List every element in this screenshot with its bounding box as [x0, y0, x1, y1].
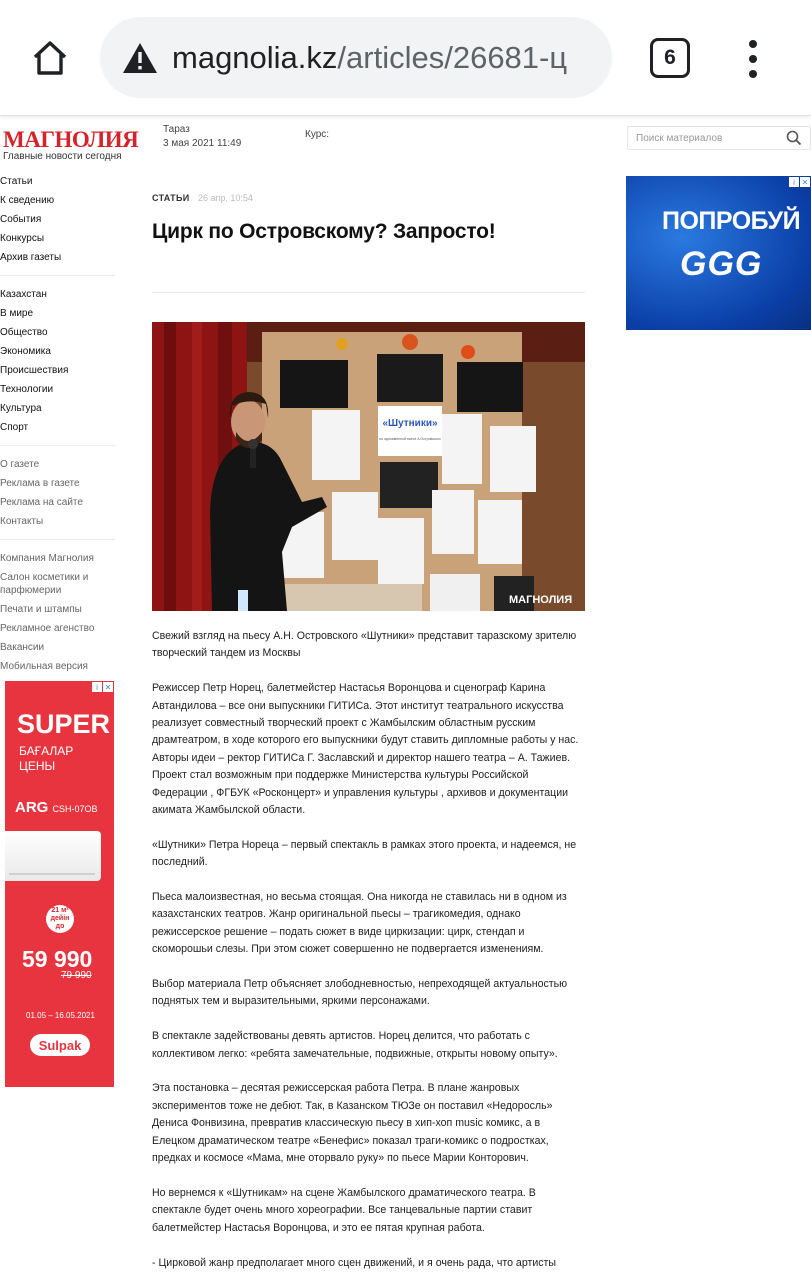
article-body — [152, 628, 585, 1280]
sidebar-item-ad-agency[interactable]: Рекламное агенство — [0, 623, 95, 634]
search-placeholder: Поиск материалов — [636, 132, 723, 144]
date-label: 3 мая 2021 11:49 — [163, 138, 242, 149]
ad-area-badge: 21 м² дейін до — [46, 905, 74, 933]
nav-group-company — [0, 549, 115, 684]
sidebar-item-articles[interactable]: Статьи — [0, 176, 33, 187]
sidebar-item-world[interactable]: В мире — [0, 308, 34, 319]
article-paragraph: В спектакле задействованы девять артистов. Норец делится, что работать с коллективом легко: «ребята замечательные, подвижные, открыты новому опыту». — [152, 1030, 558, 1060]
ad-right-line1: ПОПРОБУЙ — [662, 207, 801, 235]
ad-price: 59 990 — [22, 946, 93, 972]
sulpak-logo: Sulpak — [30, 1034, 90, 1056]
air-conditioner-image — [5, 831, 101, 881]
ad-subline: БАҒАЛАР ЦЕНЫ — [19, 744, 74, 773]
sidebar-item-kazakhstan[interactable]: Казахстан — [0, 289, 47, 300]
ad-choices-right[interactable] — [789, 177, 810, 187]
article-paragraph: Эта постановка – десятая режиссерская работа Петра. В плане жанровых экспериментов тоже не дебют. Так, в Казанском ТЮЗе он поставил «Недоросль» Дениса Фонвизина, превратив классическую пьесу в хип-хоп music комикс, а в Елецком драматическом театре «Бенефис» показал траги-комикс о подростках, предках и космосе «Мама, мне оторвало руку» по пьесе Марии Конторович. — [152, 1082, 553, 1165]
sidebar-item-contacts[interactable]: Контакты — [0, 516, 44, 527]
search-input[interactable] — [627, 126, 811, 150]
article-paragraph: Режиссер Петр Норец, балетмейстер Настасья Воронцова и сценограф Карина Автандилова – все они выпускники ГИТИСа. Этот институт театрального искусства реализует совместный творческий проект с Жамбылским областным русским драмтеатром, в ходе которого его выпускники будут ставить дипломные работы у нас. Авторы идеи – ректор ГИТИСа Г. Заславский и директор нашего театра – А. Тажиев. Проект стал возможным при поддержке Министерства культуры Российской Федерации , ФГБУК «Росконцерт» и управления культуры , архивов и документации акимата Жамбылской области. — [152, 682, 579, 817]
ggg-ad-banner[interactable] — [626, 176, 811, 330]
ad-close-icon[interactable]: ✕ — [801, 177, 809, 187]
warning-icon[interactable] — [120, 38, 160, 78]
city-label: Тараз — [163, 124, 190, 135]
ad-old-price: 79 990 — [61, 970, 92, 981]
sidebar-item-vacancies[interactable]: Вакансии — [0, 642, 45, 653]
ad-headline: SUPER — [17, 709, 111, 739]
browser-toolbar — [0, 0, 811, 116]
article-time: 26 апр, 10:54 — [198, 193, 253, 203]
article-header — [152, 193, 585, 293]
search-icon[interactable] — [784, 128, 804, 148]
poster-subtitle: по одноимённой пьесе А.Островского — [379, 437, 441, 441]
article-paragraph: Свежий взгляд на пьесу А.Н. Островского «Шутники» представит таразскому зрителю творческий тандем из Москвы — [152, 630, 577, 660]
sidebar-nav — [0, 172, 115, 693]
poster-title: «Шутники» — [382, 418, 438, 429]
ad-info-icon[interactable]: i — [789, 177, 799, 187]
sidebar-item-sport[interactable]: Спорт — [0, 422, 29, 433]
article-meta — [152, 193, 585, 203]
sidebar-item-site-ads[interactable]: Реклама на сайте — [0, 497, 83, 508]
article-category[interactable]: СТАТЬИ — [152, 193, 190, 203]
nav-group-about — [0, 455, 115, 540]
article-paragraph: Пьеса малоизвестная, но весьма стоящая. Она никогда не ставилась ни в одном из казахстанских театров. Жанр оригинальной пьесы – трагикомедия, однако режиссерское решение – подать сюжет в виде циркизации: цирк, стендап и скоморошьи слезы. При этом сюжет совершенно не подвергается изменениям. — [152, 891, 567, 956]
sidebar-item-events[interactable]: События — [0, 214, 42, 225]
ad-dates: 01.05 – 16.05.2021 — [26, 1011, 95, 1020]
article-paragraph: - Цирковой жанр предполагает много сцен движений, и я очень рада, что артисты — [152, 1256, 557, 1269]
sidebar-item-culture[interactable]: Культура — [0, 403, 42, 414]
more-menu-icon[interactable] — [738, 34, 768, 84]
sidebar-item-mobile[interactable]: Мобильная версия — [0, 661, 88, 672]
nav-group-sections — [0, 172, 115, 276]
ad-close-icon[interactable]: ✕ — [104, 682, 112, 692]
ad-brand: ARG CSH-07OB — [15, 799, 98, 816]
currency-rate-label: Курс: — [305, 129, 330, 140]
article-photo — [152, 322, 585, 611]
article-title: Цирк по Островскому? Запросто! — [152, 220, 496, 243]
site-tagline: Главные новости сегодня — [3, 151, 122, 162]
sidebar-item-notices[interactable]: К сведению — [0, 195, 55, 206]
url-text[interactable]: magnolia.kz/articles/26681-ц — [172, 39, 568, 75]
address-bar[interactable] — [100, 17, 612, 98]
sidebar-item-company[interactable]: Компания Магнолия — [0, 553, 94, 564]
divider — [152, 292, 585, 293]
sulpak-ad-banner[interactable] — [5, 681, 114, 1087]
sidebar-item-society[interactable]: Общество — [0, 327, 48, 338]
article-paragraph: «Шутники» Петра Нореца – первый спектакль в рамках этого проекта, и надеемся, не последний. — [152, 838, 577, 869]
sidebar-item-cosmetics[interactable]: Салон косметики и парфюмерии — [0, 572, 89, 596]
article-paragraph: Но вернемся к «Шутникам» на сцене Жамбылского драматического театра. В спектакле будет очень много хореографии. Все танцевальные партии ставит балетмейстер Настасья Воронцова, и это ее пятая крупная работа. — [152, 1186, 536, 1234]
ad-right-line2: GGG — [680, 245, 763, 283]
ad-info-icon[interactable]: i — [92, 682, 102, 692]
tab-switcher-button[interactable]: 6 — [650, 38, 690, 78]
sidebar-item-incidents[interactable]: Происшествия — [0, 365, 69, 376]
home-icon[interactable] — [26, 34, 74, 82]
ad-choices[interactable] — [92, 682, 113, 692]
sidebar-item-technology[interactable]: Технологии — [0, 384, 54, 395]
photo-watermark: МАГНОЛИЯ — [509, 594, 573, 606]
sidebar-item-economy[interactable]: Экономика — [0, 346, 51, 357]
sidebar-item-print-ads[interactable]: Реклама в газете — [0, 478, 80, 489]
nav-group-topics — [0, 285, 115, 446]
sidebar-item-stamps[interactable]: Печати и штампы — [0, 604, 82, 615]
sidebar-item-about[interactable]: О газете — [0, 459, 40, 470]
sidebar-item-archive[interactable]: Архив газеты — [0, 252, 62, 263]
sidebar-item-contests[interactable]: Конкурсы — [0, 233, 45, 244]
site-logo[interactable]: МАГНОЛИЯ — [3, 127, 139, 152]
article-paragraph: Выбор материала Петр объясняет злободневностью, непреходящей актуальностью поднятых тем и выразительными, яркими персонажами. — [152, 978, 568, 1008]
